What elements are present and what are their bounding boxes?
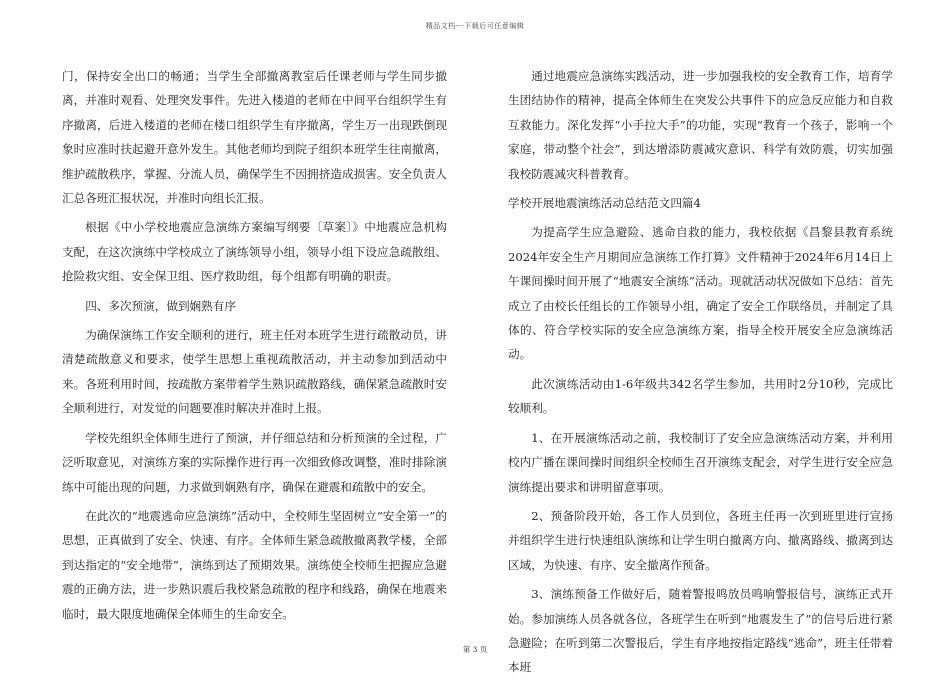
paragraph: 门，保持安全出口的畅通；当学生全部撤离教室后任课老师与学生同步撤离，并准时观看、处理突发事件。先进入楼道的老师在中间平台组织学生有序撤离，后进入楼道的老师在楼口组织学生有序撤离，学生万一出现跌倒现象时应准时扶起避开意外发生。其他老师均到院子组织本班学生往南撤离，维护疏散秩序，掌握、分流人员，确保学生不因拥挤造成损害。安全负责人汇总各班汇报状况，并准时向组长汇报。 [62, 69, 447, 206]
right-column [508, 64, 893, 685]
section-title: 学校开展地震演练活动总结范文四篇4 [508, 196, 701, 211]
paragraph: 为提高学生应急避险、逃命自救的能力，我校依据《昌黎县教育系统2024年安全生产月期间应急演练工作打算》文件精神于2024年6月14日上午课间操时间开展了“地震安全演练”活动。现就活动状况做如下总结：首先成立了由校长任组长的工作领导小组，确定了安全工作联络员，并制定了具体的、符合学校实际的安全应急演练方案，指导全校开展安全应急演练活动。 [508, 225, 893, 362]
paragraph: 2、预备阶段开始，各工作人员到位，各班主任再一次到班里进行宣扬并组织学生进行快速组队演练和让学生明白撤离方向、撤离路线、撤离到达区域，为快速、有序、安全撤离作预备。 [508, 508, 893, 572]
paragraph: 3、演练预备工作做好后，随着警报鸣放员鸣响警报信号，演练正式开始。参加演练人员各就各位，各班学生在听到“地震发生了”的信号后进行紧急避险；在听到第二次警报后，学生有序地按指定路线“逃命”，班主任带着本班 [508, 587, 893, 675]
section-heading: 四、多次预演，做到娴熟有序 [85, 298, 236, 313]
page-number: 第 3 页 [462, 645, 488, 654]
paragraph: 1、在开展演练活动之前，我校制订了安全应急演练活动方案，并利用校内广播在课间操时间组织全校师生召开演练支配会，对学生进行安全应急演练提出要求和讲明留意事项。 [508, 430, 893, 494]
left-column [62, 64, 447, 631]
paragraph: 学校先组织全体师生进行了预演，并仔细总结和分析预演的全过程，广泛听取意见，对演练方案的实际操作进行再一次细致修改调整，准时排除演练中可能出现的问题，力求做到娴熟有序，确保在避震和疏散中的安全。 [62, 430, 447, 494]
paragraph: 通过地震应急演练实践活动，进一步加强我校的安全教育工作，培育学生团结协作的精神，提高全体师生在突发公共事件下的应急反应能力和自救互救能力。深化发挥“小手拉大手”的功能，实现“教育一个孩子，影响一个家庭，带动整个社会”，到达增添防震减灾意识、科学有效防震，切实加强我校防震减灾科普教育。 [508, 69, 893, 181]
page-header: 精品文档---下载后可任意编辑 [425, 22, 525, 30]
paragraph: 此次演练活动由1-6年级共342名学生参加，共用时2分10秒，完成比较顺利。 [508, 376, 893, 416]
paragraph: 根据《中小学校地震应急演练方案编写纲要〔草案〕》中地震应急机构支配，在这次演练中学校成立了演练领导小组，领导小组下设应急疏散组、抢险救灾组、安全保卫组、医疗救助组，每个组都有明确的职责。 [62, 220, 447, 284]
paragraph: 在此次的“地震逃命应急演练”活动中，全校师生坚固树立“安全第一”的思想，正真做到了安全、快速、有序。全体师生紧急疏散撤离教学楼，全部到达指定的“安全地带”，演练到达了预期效果。演练使全校师生把握应急避震的正确方法，进一步熟识震后我校紧急疏散的程序和线路，确保在地震来临时，最大限度地确保全体师生的生命安全。 [62, 508, 447, 621]
paragraph: 为确保演练工作安全顺利的进行，班主任对本班学生进行疏散动员，讲清楚疏散意义和要求，使学生思想上重视疏散活动，并主动参加到活动中来。各班利用时间，按疏散方案带着学生熟识疏散路线，确保紧急疏散时安全顺利进行，对发觉的问题要准时解决并准时上报。 [62, 328, 447, 416]
